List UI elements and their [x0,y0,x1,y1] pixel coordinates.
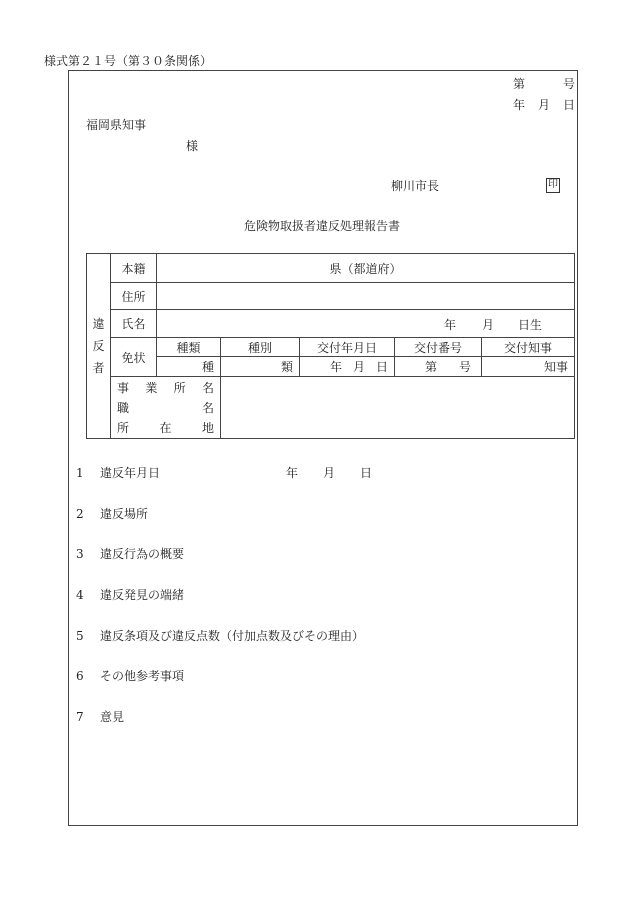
domicile-value: 県（都道府） [157,254,575,283]
license-header-type: 種類 [157,338,221,357]
office-value [221,377,575,439]
license-header-class: 種別 [221,338,300,357]
birth-month: 月 [482,318,495,332]
office-location-label: 所 在 地 [117,420,214,435]
item-5: 5 違反条項及び違反点数（付加点数及びその理由） [76,629,365,643]
item-3: 3 違反行為の概要 [76,547,185,561]
license-label: 免状 [111,338,157,377]
birth-year: 年 [444,318,457,332]
sender-name: 柳川市長 [391,179,440,193]
name-value [157,310,575,338]
address-value [157,283,575,310]
office-name-label: 事 業 所 名 [117,380,214,395]
violator-table [86,253,575,439]
doc-number-prefix: 第 [513,77,526,91]
license-issue-date-cell: 年 月 日 [300,357,395,377]
license-class-cell: 類 [221,357,300,377]
item-7: 7 意見 [76,710,125,724]
document-title: 危険物取扱者違反処理報告書 [244,219,401,233]
document-frame [68,70,578,826]
date-day: 日 [563,98,576,112]
name-label: 氏名 [111,310,157,338]
item-2: 2 違反場所 [76,507,149,521]
office-label [111,377,221,439]
form-number: 様式第２１号（第３０条関係） [44,54,213,68]
date-year: 年 [513,98,526,112]
doc-number-suffix: 号 [563,77,576,91]
license-type-cell: 種 [157,357,221,377]
address-label: 住所 [111,283,157,310]
violation-date-day: 日 [360,466,373,480]
violator-label: 違 反 者 [87,254,111,439]
violation-date-year: 年 [286,466,299,480]
seal-stamp: 印 [546,176,560,193]
office-position-label: 職 名 [117,400,214,415]
domicile-label: 本籍 [111,254,157,283]
license-governor-cell: 知事 [482,357,575,377]
item-1: 1 違反年月日 [76,466,161,480]
date-month: 月 [538,98,551,112]
addressee-title: 福岡県知事 [86,118,147,132]
license-header-issue-number: 交付番号 [395,338,482,357]
license-header-governor: 交付知事 [482,338,575,357]
violation-date-month: 月 [323,466,336,480]
license-header-issue-date: 交付年月日 [300,338,395,357]
addressee-honorific: 様 [186,139,199,153]
license-issue-number-cell: 第 号 [395,357,482,377]
item-6: 6 その他参考事項 [76,669,185,683]
item-4: 4 違反発見の端緒 [76,588,185,602]
birth-day: 日生 [518,318,543,332]
